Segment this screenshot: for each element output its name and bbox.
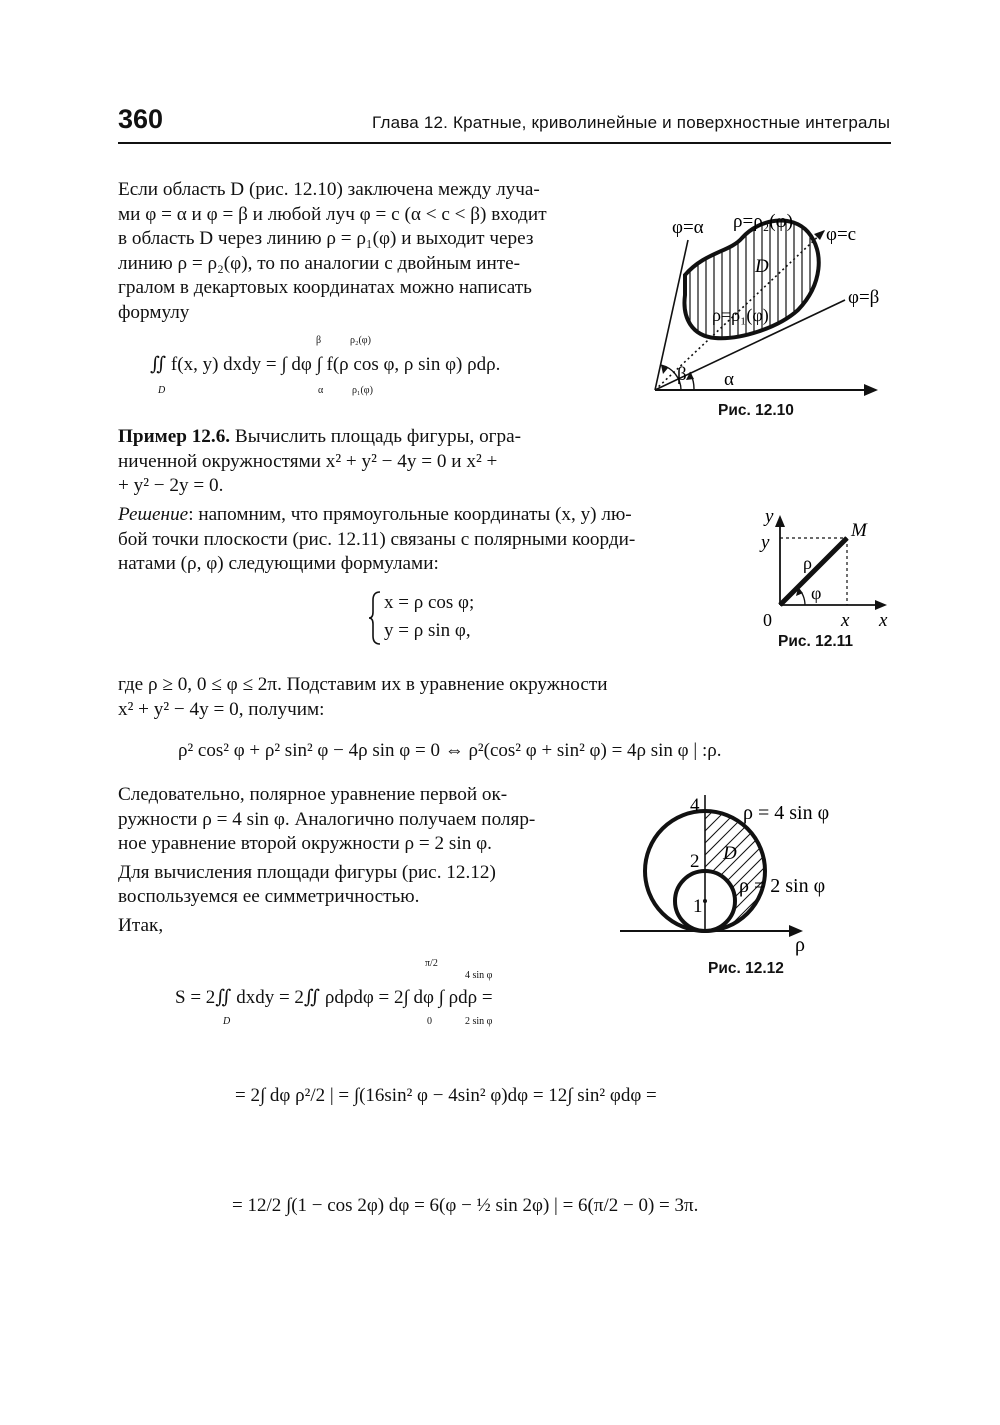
label-x-tick: x (841, 610, 850, 631)
label-origin: 0 (763, 610, 772, 630)
label-tick-1: 1 (693, 896, 703, 917)
upper-limit-pi-half: π/2 (425, 958, 438, 969)
text-line: ное уравнение второй окружности ρ = 2 sin φ. (118, 833, 492, 854)
text-fragment: Вычислить площадь фигуры, огра- (234, 426, 522, 447)
label-rho-2sin: ρ = 2 sin φ (739, 875, 826, 897)
text-fragment: : напомним, что прямоугольные координаты (x, y) лю- (188, 504, 632, 525)
page-number: 360 (118, 104, 164, 134)
label-alpha: α (724, 369, 734, 390)
intro-paragraph (118, 178, 615, 325)
text-line: формулу (118, 301, 190, 323)
label-rho-4sin: ρ = 4 sin φ (743, 802, 830, 824)
solution-paragraph (118, 503, 740, 577)
text-line: Следовательно, полярное уравнение первой ок- (118, 784, 508, 805)
label-ray-beta: φ=β (848, 287, 880, 308)
text-line: воспользуемся ее симметричностью. (118, 886, 420, 907)
text-line: гралом в декартовых координатах можно написать (118, 277, 532, 298)
caption-12-12: Рис. 12.12 (708, 960, 784, 977)
formula-double-integral-polar (150, 335, 610, 400)
substitution-paragraph (118, 673, 738, 722)
region-label: D (223, 1016, 231, 1027)
figure-12-12 (615, 785, 885, 960)
text-line: ми φ = α и φ = β и любой луч φ = c (α < c < β) входит (118, 203, 547, 225)
caption-12-11: Рис. 12.11 (778, 633, 854, 650)
label-tick-4: 4 (690, 795, 700, 816)
text-line: ружности ρ = 4 sin φ. Аналогично получаем поляр- (118, 808, 536, 830)
label-ray-c: φ=c (826, 224, 857, 245)
header-rule (118, 142, 891, 144)
label-region-D: D (755, 256, 769, 277)
label-x-axis: x (879, 610, 888, 631)
area-calculation-line-3: = 12/2 ∫(1 − cos 2φ) dφ = 6(φ − ½ sin 2φ) | = 6(π/2 − 0) = 3π. (232, 1195, 699, 1216)
equation-polar-substitution: ρ² cos² φ + ρ² sin² φ − 4ρ sin φ = 0 ⇔ ρ²(cos² φ + sin² φ) = 4ρ sin φ | :ρ. (178, 740, 722, 761)
example-title: Пример 12.6. (118, 426, 231, 447)
figure-12-10 (630, 200, 900, 425)
inner-upper-limit: ρ₂(φ) (350, 335, 371, 346)
text-line: Итак, (118, 914, 164, 936)
text-line: Если область D (рис. 12.10) заключена между луча- (118, 179, 540, 200)
figure-12-11 (755, 505, 900, 635)
inner-upper-limit: 4 sin φ (465, 970, 493, 981)
text-line: + y² − 2y = 0. (118, 475, 224, 496)
formula-main: ∬ f(x, y) dxdy = ∫ dφ ∫ f(ρ cos φ, ρ sin φ) ρdρ. (150, 354, 501, 375)
label-beta: β (677, 364, 687, 385)
text-line (118, 503, 740, 528)
system-brace (368, 590, 382, 646)
example-paragraph (118, 425, 623, 499)
label-rho1: ρ=ρ₁(φ) (712, 305, 769, 325)
figure-12-11-drawing (755, 505, 900, 635)
label-rho: ρ (803, 553, 812, 573)
label-axis-rho: ρ (795, 934, 805, 956)
area-calculation-line-1 (175, 958, 575, 1030)
text-line: x² + y² − 4y = 0, получим: (118, 698, 325, 720)
region-label: D (158, 385, 166, 396)
label-point-M: M (851, 520, 867, 541)
figure-12-10-drawing (630, 200, 900, 425)
label-y-axis: y (765, 506, 774, 527)
text-line: где ρ ≥ 0, 0 ≤ φ ≤ 2π. Подставим их в уравнение окружности (118, 674, 608, 695)
system-line-x: x = ρ cos φ; (384, 592, 475, 613)
lower-limit-0: 0 (427, 1016, 432, 1027)
caption-12-10: Рис. 12.10 (718, 402, 794, 419)
text-line: в область D через линию ρ = ρ₁(φ) и выходит через (118, 228, 534, 249)
label-phi: φ (811, 583, 822, 603)
text-line: натами (ρ, φ) следующими формулами: (118, 553, 439, 574)
system-line-y: y = ρ sin φ, (384, 620, 471, 641)
area-calculation-line-2: = 2∫ dφ ρ²/2 | = ∫(16sin² φ − 4sin² φ)dφ = 12∫ sin² φdφ = (235, 1085, 657, 1106)
text-line: линию ρ = ρ₂(φ), то по аналогии с двойным инте- (118, 252, 521, 274)
label-y-tick: y (761, 532, 770, 553)
label-region-D: D (723, 843, 737, 864)
outer-lower-limit: α (318, 385, 324, 396)
label-tick-2: 2 (690, 851, 700, 872)
label-rho2: ρ=ρ₂(φ) (733, 211, 793, 232)
inner-lower-limit: 2 sin φ (465, 1016, 493, 1027)
solution-label: Решение (118, 504, 189, 525)
text-line: ниченной окружностями x² + y² − 4y = 0 и x² + (118, 450, 498, 472)
text-line: бой точки плоскости (рис. 12.11) связаны с полярными коорди- (118, 528, 636, 550)
text-line (118, 425, 623, 450)
inner-lower-limit: ρ₁(φ) (352, 385, 373, 396)
polar-system (368, 590, 528, 646)
figure-12-12-drawing (615, 785, 885, 960)
text-line: Для вычисления площади фигуры (рис. 12.12) (118, 861, 496, 883)
chapter-title: Глава 12. Кратные, криволинейные и поверхностные интегралы (372, 113, 891, 132)
area-equation-1: S = 2∬ dxdy = 2∬ ρdρdφ = 2∫ dφ ∫ ρdρ = (175, 987, 493, 1008)
outer-upper-limit: β (316, 335, 322, 346)
label-ray-alpha: φ=α (672, 217, 704, 238)
conclusion-paragraph (118, 783, 596, 938)
